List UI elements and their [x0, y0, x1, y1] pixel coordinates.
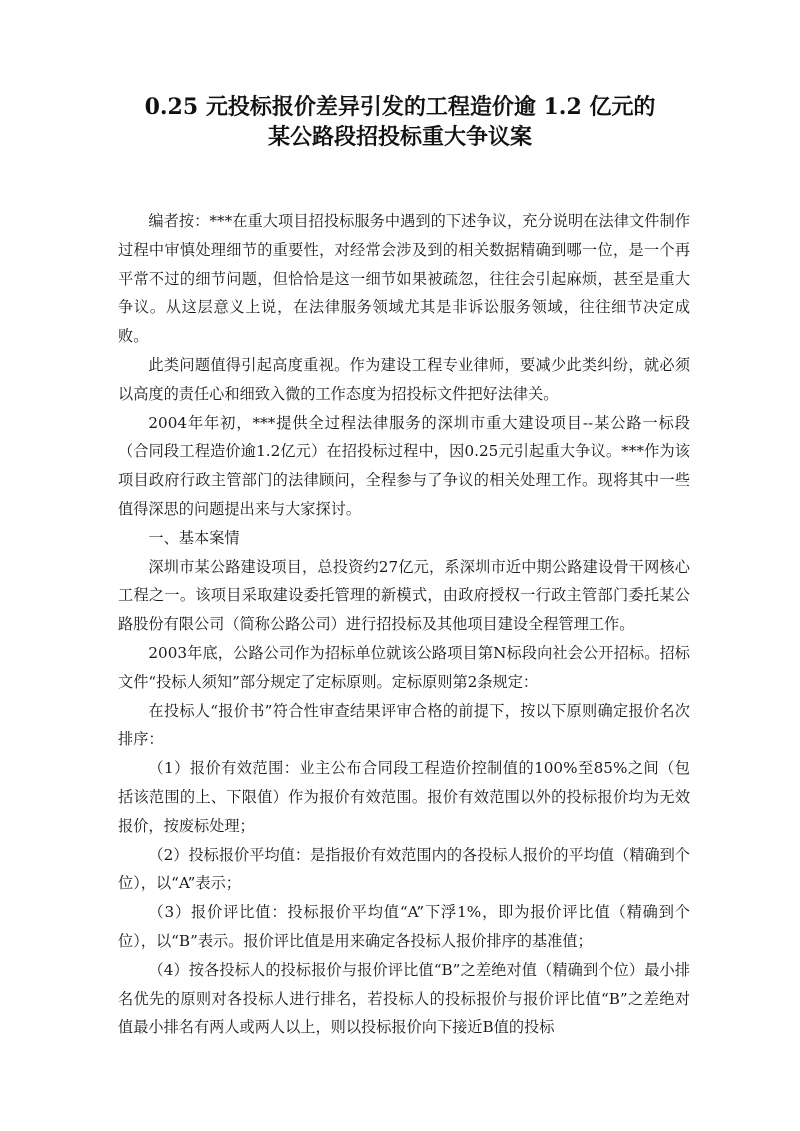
- paragraph-ranking-premise: 在投标人“报价书”符合性审查结果评审合格的前提下，按以下原则确定报价名次排序：: [118, 701, 690, 749]
- paragraph-rule-1: （1）报价有效范围：业主公布合同段工程造价控制值的100%至85%之间（包括该范围的上、下限值）作为报价有效范围。报价有效范围以外的投标报价均为无效报价，按废标处理；: [118, 759, 690, 835]
- section-heading-basic-facts: 一、基本案情: [148, 528, 240, 547]
- document-title: [60, 92, 740, 152]
- paragraph-rule-3: （3）报价评比值：投标报价平均值“A”下浮1%，即为报价评比值（精确到个位），以“B”表示。报价评比值是用来确定各投标人报价排序的基准值；: [118, 903, 690, 950]
- paragraph-rule-2: （2）投标报价平均值：是指报价有效范围内的各投标人报价的平均值（精确到个位），以“A”表示；: [118, 845, 690, 893]
- paragraph-editor-note: 编者按：***在重大项目招投标服务中遇到的下述争议，充分说明在法律文件制作过程中审慎处理细节的重要性，对经常会涉及到的相关数据精确到哪一位，是一个再平常不过的细节问题，但恰恰是这一细节如果被疏忽，往往会引起麻烦，甚至是重大争议。从这层意义上说，在法律服务领域尤其是非诉讼服务领域，往往细节决定成败。: [118, 212, 690, 346]
- paragraph-importance: 此类问题值得引起高度重视。作为建设工程专业律师，要减少此类纠纷，就必须以高度的责任心和细致入微的工作态度为招投标文件把好法律关。: [118, 355, 690, 403]
- title-line-1: 0.25 元投标报价差异引发的工程造价逾 1.2 亿元的: [144, 94, 656, 120]
- paragraph-tender-notice: 2003年底，公路公司作为招标单位就该公路项目第N标段向社会公开招标。招标文件“投标人须知”部分规定了定标原则。定标原则第2条规定：: [118, 643, 690, 691]
- paragraph-background: 2004年年初，***提供全过程法律服务的深圳市重大建设项目--某公路一标段（合同段工程造价逾1.2亿元）在招投标过程中，因0.25元引起重大争议。***作为该项目政府行政主管部门的法律顾问，全程参与了争议的相关处理工作。现将其中一些值得深思的问题提出来与大家探讨。: [118, 413, 690, 518]
- paragraph-project-intro: 深圳市某公路建设项目，总投资约27亿元，系深圳市近中期公路建设骨干网核心工程之一。该项目采取建设委托管理的新模式，由政府授权一行政主管部门委托某公路股份有限公司（简称公路公司）进行招投标及其他项目建设全程管理工作。: [118, 557, 690, 634]
- document-body: [118, 207, 690, 1042]
- title-line-2: 某公路段招投标重大争议案: [267, 124, 532, 150]
- paragraph-rule-4: （4）按各投标人的投标报价与报价评比值“B”之差绝对值（精确到个位）最小排名优先的原则对各投标人进行排名，若投标人的投标报价与报价评比值“B”之差绝对值最小排名有两人或两人以上，则以投标报价向下接近B值的投标: [118, 960, 690, 1037]
